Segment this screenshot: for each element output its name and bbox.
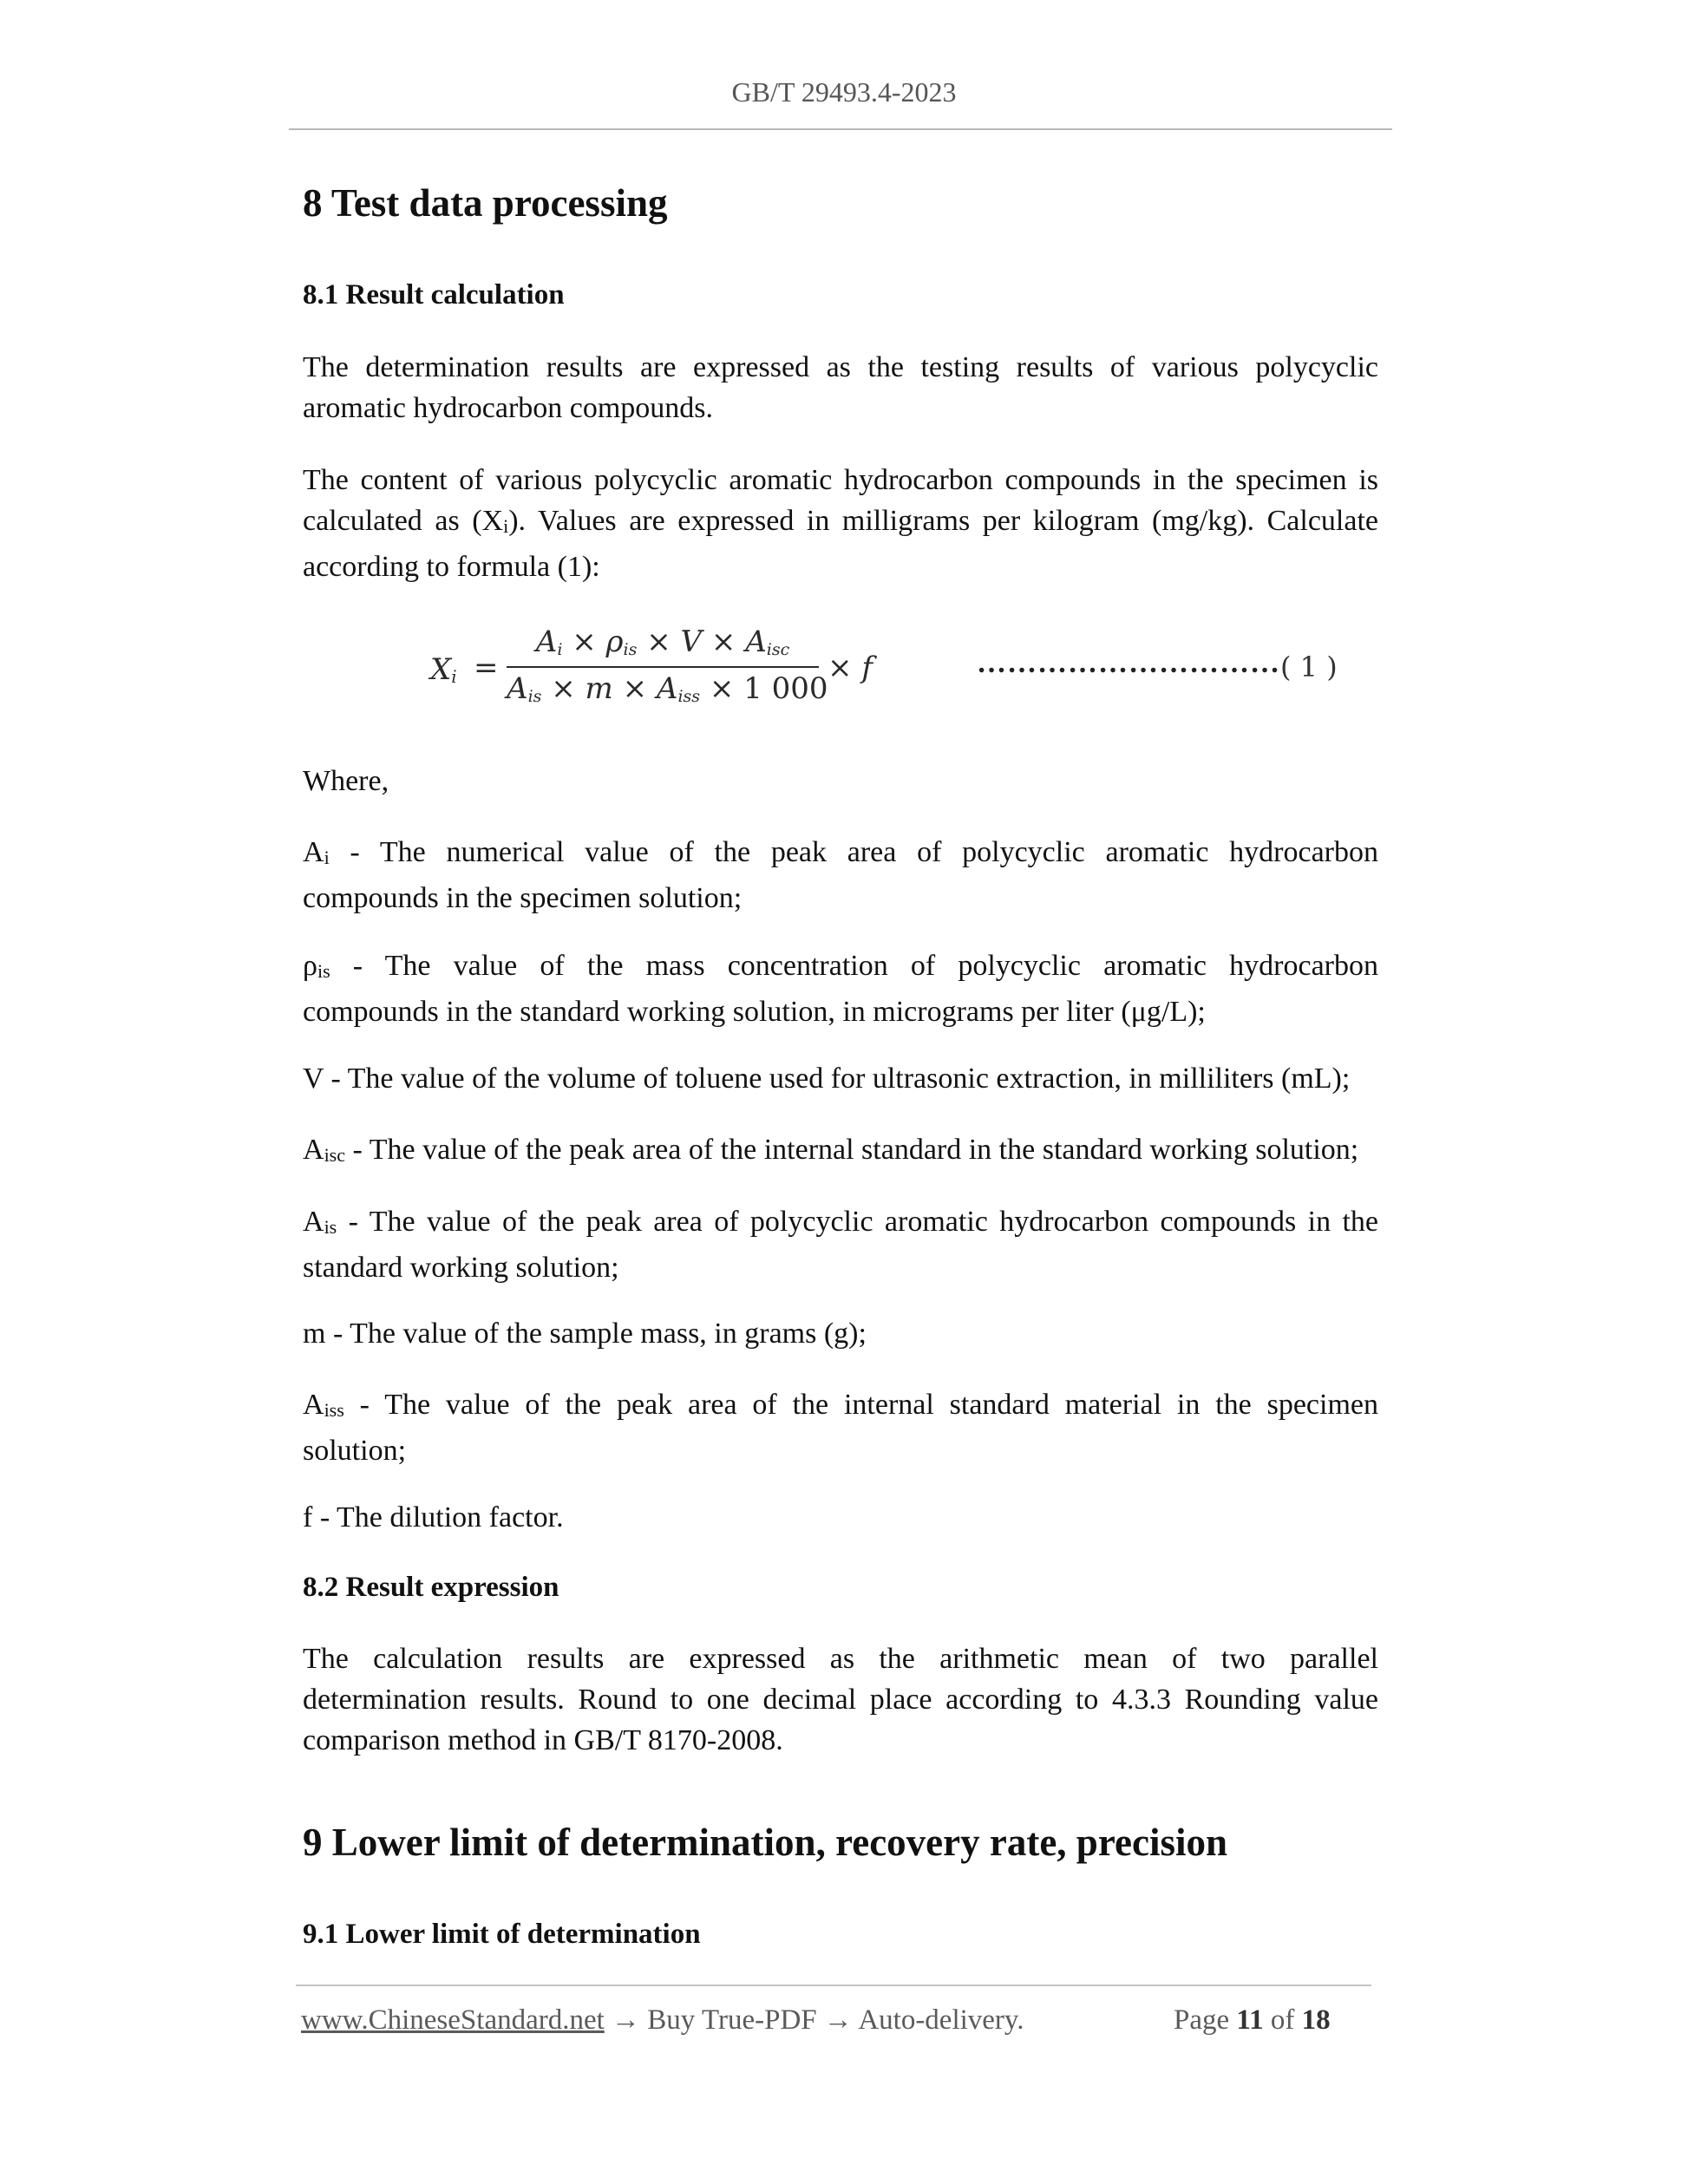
text-fragment: calculated as (X [303, 505, 504, 537]
text-line: V - The value of the volume of toluene used for ultrasonic extraction, in milliliters (mL); [303, 1063, 1351, 1095]
definition-ais [303, 1201, 1378, 1288]
text-line [303, 945, 1378, 991]
total-pages-number: 18 [1301, 2004, 1331, 2036]
text-fragment: - The value of the peak area of polycyclic aromatic hydrocarbon compounds in the [337, 1206, 1378, 1238]
formula-symbol: A [507, 671, 528, 706]
text-line: m - The value of the sample mass, in grams (g); [303, 1318, 867, 1350]
formula-constant: 1 000 [743, 671, 828, 706]
symbol: ρ [303, 950, 317, 982]
text-line: aromatic hydrocarbon compounds. [303, 392, 714, 424]
section-9-heading: 9 Lower limit of determination, recovery rate, precision [303, 1821, 1227, 1864]
arrow-icon: → [816, 2004, 859, 2036]
text-line: standard working solution; [303, 1252, 619, 1284]
formula-subscript: is [527, 687, 542, 706]
subscript: is [317, 960, 330, 982]
definition-aisc [303, 1129, 1396, 1175]
where-label [303, 761, 1378, 801]
text-line: compounds in the standard working solution, in micrograms per liter (μg/L); [303, 996, 1206, 1028]
text-fragment: - The numerical value of the peak area of polycyclic aromatic hydrocarbon [329, 836, 1378, 868]
fraction-bar [507, 666, 819, 668]
text-line [303, 1384, 1378, 1430]
page-label: Page [1174, 2004, 1237, 2036]
formula-operator: × [572, 624, 597, 659]
paragraph-8-1-intro [303, 347, 1378, 428]
arrow-icon: → [604, 2004, 648, 2036]
definition-aiss [303, 1384, 1378, 1471]
formula-tail [828, 651, 873, 685]
text-line [303, 500, 1378, 546]
formula-equals: = [474, 651, 499, 685]
current-page-number: 11 [1236, 2004, 1264, 2036]
formula-operator: × [646, 624, 671, 659]
text-line [303, 1201, 1378, 1247]
paragraph-8-2 [303, 1638, 1378, 1761]
subscript: isc [324, 1144, 346, 1166]
text-fragment: ). Values are expressed in milligrams per kilogram (mg/kg). Calculate [508, 505, 1378, 537]
footer-promo [301, 2004, 1024, 2037]
symbol: A [303, 836, 324, 868]
website-link[interactable]: www.ChineseStandard.net [301, 2004, 605, 2036]
formula-number: ( 1 ) [1280, 651, 1338, 683]
formula-subscript: i [557, 640, 563, 659]
text-line: The calculation results are expressed as the arithmetic mean of two parallel [303, 1643, 1378, 1675]
formula-operator: × [709, 671, 735, 706]
formula-1 [430, 624, 1384, 720]
formula-lhs [430, 652, 457, 687]
section-8-heading: 8 Test data processing [303, 181, 668, 225]
formula-leader-dots: ………………………… [977, 647, 1280, 679]
symbol: A [303, 1206, 324, 1238]
formula-subscript: is [623, 640, 638, 659]
formula-symbol: A [656, 671, 678, 706]
text-fragment: - The value of the peak area of the internal standard material in the specimen [343, 1389, 1378, 1421]
subscript: i [324, 847, 330, 868]
definition-v [303, 1058, 1396, 1099]
formula-symbol: A [745, 624, 767, 659]
formula-symbol: m [585, 671, 613, 706]
formula-denominator [507, 671, 828, 706]
subsection-8-1-heading: 8.1 Result calculation [303, 279, 565, 311]
symbol: A [303, 1389, 324, 1421]
subsection-8-2-heading: 8.2 Result expression [303, 1572, 559, 1603]
formula-operator: × [551, 671, 576, 706]
formula-subscript: isc [766, 640, 790, 659]
formula-numerator [507, 624, 819, 659]
formula-symbol: ρ [605, 624, 624, 659]
of-label: of [1263, 2004, 1302, 2036]
formula-symbol: X [430, 652, 452, 687]
formula-subscript: iss [677, 687, 701, 706]
footer-buy-text: Buy True-PDF [647, 2004, 817, 2036]
definition-f [303, 1497, 1378, 1538]
formula-symbol: V [680, 624, 703, 659]
text-fragment: - The value of the peak area of the internal standard in the standard working solution; [345, 1134, 1359, 1166]
formula-symbol: A [535, 624, 558, 659]
text-fragment: - The value of the mass concentration of polycyclic aromatic hydrocarbon [330, 950, 1378, 982]
text-line: compounds in the specimen solution; [303, 882, 743, 914]
symbol: A [303, 1134, 324, 1166]
text-line: f - The dilution factor. [303, 1501, 564, 1533]
text-line: The determination results are expressed as the testing results of various polycyclic [303, 351, 1378, 383]
text-line [303, 832, 1378, 878]
text-line: determination results. Round to one decimal place according to 4.3.3 Rounding value [303, 1684, 1378, 1716]
page-indicator [1174, 2004, 1331, 2037]
document-code-header: GB/T 29493.4-2023 [731, 76, 957, 108]
subsection-9-1-heading: 9.1 Lower limit of determination [303, 1919, 701, 1950]
text-line: The content of various polycyclic aromatic hydrocarbon compounds in the specimen is [303, 464, 1378, 496]
formula-operator: × [828, 651, 853, 685]
text-line [303, 1129, 1396, 1175]
subscript: is [324, 1216, 337, 1238]
subscript: iss [324, 1399, 344, 1421]
definition-rho-is [303, 945, 1378, 1032]
formula-subscript: i [451, 666, 457, 687]
header-divider [289, 128, 1392, 130]
definition-ai [303, 832, 1378, 919]
text-line: Where, [303, 765, 389, 797]
footer-delivery-text: Auto-delivery. [858, 2004, 1024, 2036]
formula-operator: × [710, 624, 736, 659]
subscript: i [503, 515, 509, 537]
definition-m [303, 1313, 1378, 1354]
text-line: according to formula (1): [303, 551, 600, 583]
formula-symbol: f [861, 651, 873, 685]
paragraph-8-1-content [303, 460, 1378, 587]
text-line: comparison method in GB/T 8170-2008. [303, 1724, 783, 1756]
text-line: solution; [303, 1435, 407, 1467]
footer-divider [296, 1985, 1371, 1986]
formula-operator: × [622, 671, 648, 706]
